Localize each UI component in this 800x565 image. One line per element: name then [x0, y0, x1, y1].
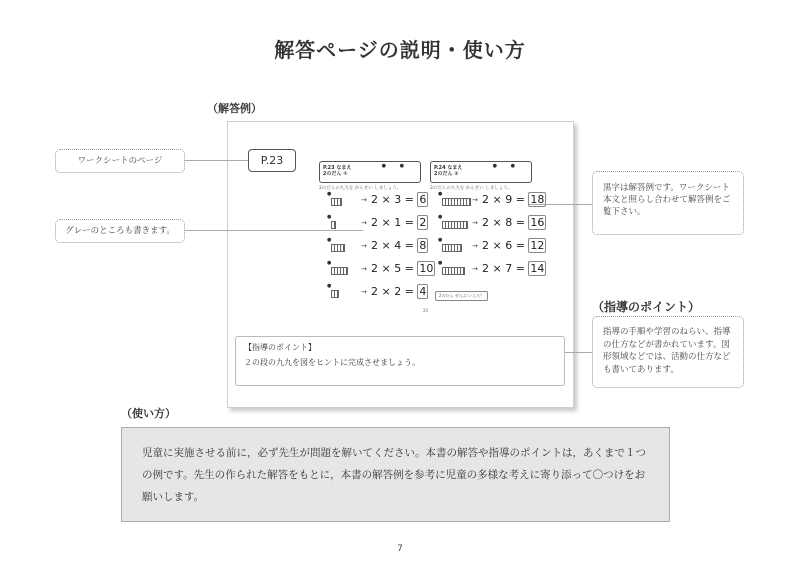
equation-text: 2 × 8 =	[482, 216, 529, 229]
equation	[371, 262, 435, 275]
equation-text: 2 × 7 =	[482, 262, 529, 275]
arrow-icon: →	[361, 196, 367, 204]
usage-label: （使い方）	[121, 407, 176, 420]
arrow-icon: →	[472, 265, 478, 273]
equation-text: 2 × 1 =	[371, 216, 418, 229]
worksheet-header-text: P.24 なまえ 2のだん ②	[434, 165, 463, 177]
equation	[482, 239, 546, 252]
worksheet-header	[319, 161, 421, 183]
answer-box: 16	[530, 216, 545, 229]
leader-line-page	[183, 160, 248, 161]
equation-text: 2 × 5 =	[371, 262, 418, 275]
problem-row	[319, 191, 429, 213]
dots-icon: ● ●	[381, 163, 410, 169]
arrow-icon: →	[472, 219, 478, 227]
guide-text: ２の段の九九を図をヒントに完成させましょう。	[244, 358, 420, 367]
equation	[482, 262, 546, 275]
counter-grid-icon	[442, 244, 462, 252]
problem-row	[430, 237, 545, 259]
worksheet-page-number: 23	[423, 308, 429, 313]
problem-row	[430, 191, 545, 213]
bullet-icon: ●	[327, 214, 332, 220]
arrow-icon: →	[361, 242, 367, 250]
arrow-icon: →	[361, 219, 367, 227]
arrow-icon: →	[472, 242, 478, 250]
counter-grid-icon	[442, 267, 465, 275]
equation	[482, 216, 546, 229]
equation	[371, 239, 428, 252]
equation-text: 2 × 6 =	[482, 239, 529, 252]
counter-grid-icon	[442, 221, 468, 229]
bullet-icon: ●	[327, 237, 332, 243]
counter-grid-icon	[331, 198, 342, 206]
worksheet-instruction: 2のだんの九九を かんせい しましょう。	[430, 186, 513, 191]
equation	[371, 216, 428, 229]
callout-guide-points: 指導の手順や学習のねらい、指導の仕方などが書かれています。図形領域などでは、活動の仕方なども書いてあります。	[592, 316, 744, 388]
usage-box	[121, 427, 670, 522]
equation-text: 2 × 4 =	[371, 239, 418, 252]
equation-text: 2 × 9 =	[482, 193, 529, 206]
answer-box: 4	[419, 285, 427, 298]
bullet-icon: ●	[438, 191, 443, 197]
answer-box: 18	[530, 193, 545, 206]
equation	[371, 193, 428, 206]
page-title: 解答ページの説明・使い方	[274, 38, 526, 62]
callout-worksheet-page: ワークシートのページ	[55, 149, 185, 173]
leader-line-guide	[563, 352, 592, 353]
answer-box: 14	[530, 262, 545, 275]
guide-box	[235, 336, 565, 386]
points-label: （指導のポイント）	[592, 300, 701, 314]
problem-row	[430, 260, 545, 282]
usage-text: 児童に実施させる前に，必ず先生が問題を解いてください。本書の解答や指導のポイントは，あくまで１つの例です。先生の作られた解答をもとに，本書の解答例を参考に児童の多様な考えに寄り添って〇つけをお願いします。	[142, 447, 646, 503]
arrow-icon: →	[361, 288, 367, 296]
callout-black-text: 黒字は解答例です。ワークシート本文と照らし合わせて解答例をご覧下さい。	[592, 171, 744, 235]
arrow-icon: →	[361, 265, 367, 273]
bullet-icon: ●	[327, 260, 332, 266]
equation	[482, 193, 546, 206]
worksheet-footer: 2のだん ぜんぶ いえた？	[435, 291, 488, 301]
worksheet-header-text: P.23 なまえ 2のだん ①	[323, 165, 352, 177]
answer-box: 6	[419, 193, 427, 206]
counter-grid-icon	[331, 221, 336, 229]
page-number: 7	[397, 544, 403, 554]
bullet-icon: ●	[438, 214, 443, 220]
problem-row	[319, 283, 429, 305]
worksheet-right	[430, 153, 545, 318]
counter-grid-icon	[331, 244, 345, 252]
counter-grid-icon	[331, 267, 348, 275]
problem-row	[430, 214, 545, 236]
bullet-icon: ●	[327, 283, 332, 289]
worksheet-header	[430, 161, 532, 183]
page-reference: P.23	[248, 149, 296, 172]
equation	[371, 285, 428, 298]
problem-row	[319, 237, 429, 259]
arrow-icon: →	[472, 196, 478, 204]
callout-gray-area: グレーのところも書きます。	[55, 219, 185, 243]
worksheet-instruction: 2のだんの九九を かんせい しましょう。	[319, 186, 402, 191]
answer-box: 12	[530, 239, 545, 252]
equation-text: 2 × 3 =	[371, 193, 418, 206]
example-label: （解答例）	[207, 102, 262, 115]
answer-box: 8	[419, 239, 427, 252]
answer-box: 10	[419, 262, 434, 275]
guide-title: 【指導のポイント】	[244, 343, 316, 352]
bullet-icon: ●	[327, 191, 332, 197]
problem-row	[319, 260, 434, 282]
bullet-icon: ●	[438, 260, 443, 266]
answer-box: 2	[419, 216, 427, 229]
counter-grid-icon	[331, 290, 339, 298]
equation-text: 2 × 2 =	[371, 285, 418, 298]
problem-row	[319, 214, 429, 236]
bullet-icon: ●	[438, 237, 443, 243]
worksheet-left	[319, 153, 434, 318]
counter-grid-icon	[442, 198, 471, 206]
dots-icon: ● ●	[492, 163, 521, 169]
